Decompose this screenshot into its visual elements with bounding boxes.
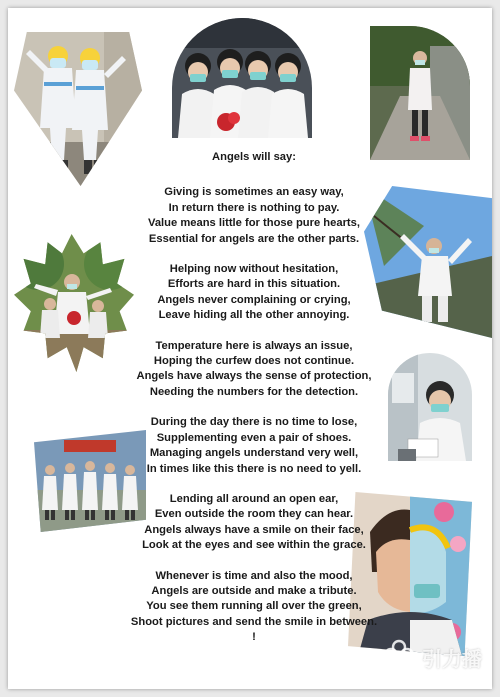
poem-line: Giving is sometimes an easy way, (164, 186, 344, 199)
poem-line: Value means little for those pure hearts, (147, 217, 360, 230)
poem-line: Lending all around an open ear, (169, 492, 339, 505)
poem-line: Angels have always the sense of protection, (136, 370, 372, 383)
poem (94, 150, 414, 646)
poem-line: Shoot pictures and send the smile in between. (130, 615, 378, 628)
poem-line: During the day there is no time to lose, (150, 416, 358, 429)
poem-line: You see them running all over the green, (146, 600, 362, 613)
poem-line: Even outside the room they can hear. (154, 508, 354, 521)
poem-stanza (94, 569, 414, 646)
poem-line: Angels always have a smile on their face, (144, 523, 364, 536)
poem-stanza (94, 339, 414, 401)
poem-stanza (94, 185, 414, 247)
watermark-text: 引力播 (422, 647, 482, 671)
poem-line: Helping now without hesitation, (169, 263, 339, 276)
poem-line: Look at the eyes and see within the grace. (142, 539, 366, 552)
poem-line: Whenever is time and also the mood, (155, 569, 353, 582)
poem-line: Needing the numbers for the detection. (149, 385, 359, 398)
photo-walking-worker (370, 26, 470, 160)
poem-line: Angels are outside and make a tribute. (151, 584, 357, 597)
poem-line: Essential for angels are the other parts. (148, 232, 360, 245)
poem-line: Angels never complaining or crying, (157, 293, 351, 306)
poster-page (8, 8, 492, 689)
flower-logo-icon (382, 638, 416, 677)
watermark (382, 638, 482, 677)
poem-stanza (94, 492, 414, 554)
poem-stanza (94, 262, 414, 324)
poem-line: Leave hiding all the other annoying. (158, 309, 350, 322)
poem-ending: ! (252, 631, 256, 644)
poem-line: In times like this there is no need to yell. (146, 462, 362, 475)
poem-line: Hoping the curfew does not continue. (153, 355, 355, 368)
poem-line: Managing angels understand very well, (149, 447, 359, 460)
poem-line: Temperature here is always an issue, (155, 339, 353, 352)
poem-line: Efforts are hard in this situation. (167, 278, 341, 291)
poem-line: In return there is nothing to pay. (168, 201, 340, 214)
photo-group-nurses (172, 18, 312, 138)
poem-line: Supplementing even a pair of shoes. (156, 431, 352, 444)
poem-title: Angels will say: (212, 151, 296, 163)
poem-stanza (94, 415, 414, 477)
